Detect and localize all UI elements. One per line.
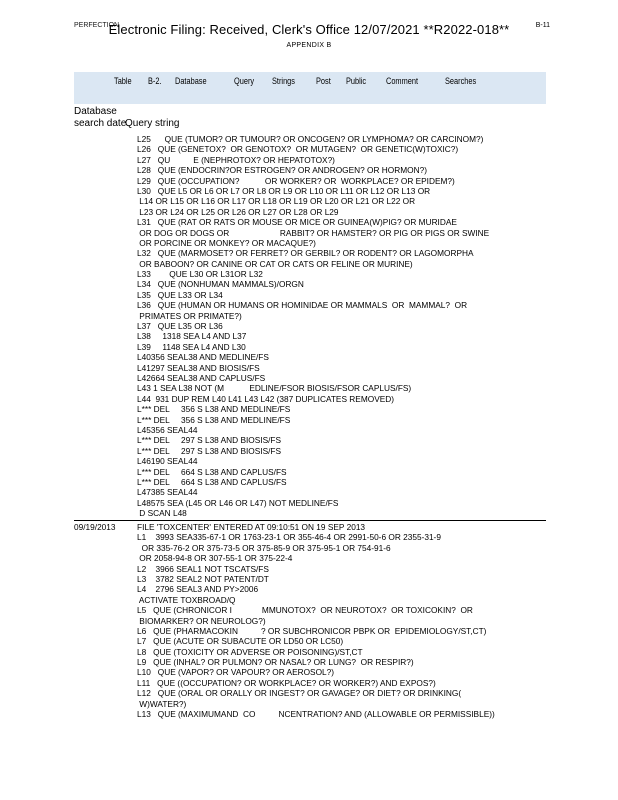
query-line: L23 OR L24 OR L25 OR L26 OR L27 OR L28 OR L29 [137, 206, 339, 217]
query-line: L12 QUE (ORAL OR ORALLY OR INGEST? OR GAVAGE? OR DIET? OR DRINKING( [137, 688, 462, 699]
table-header [74, 106, 180, 130]
search-date: 09/19/2013 [74, 522, 116, 532]
column-header-date: Database search date [74, 106, 127, 129]
query-line: L*** DEL 297 S L38 AND BIOSIS/FS [137, 435, 282, 446]
query-line: L45356 SEAL44 [137, 424, 198, 435]
query-line: L31 QUE (RAT OR RATS OR MOUSE OR MICE OR GUINEA(W)PIG? OR MURIDAE [137, 217, 457, 228]
query-line: OR 335-76-2 OR 375-73-5 OR 375-85-9 OR 375-95-1 OR 754-91-6 [137, 542, 391, 553]
query-line: L7 QUE (ACUTE OR SUBACUTE OR LD50 OR LC50) [137, 636, 344, 647]
query-line: D SCAN L48 [137, 508, 187, 519]
query-line: L39 1148 SEA L4 AND L30 [137, 341, 246, 352]
query-block-2 [137, 522, 495, 719]
query-line: L9 QUE (INHAL? OR PULMON? OR NASAL? OR LUNG? OR RESPIR?) [137, 657, 414, 668]
query-line: OR BABOON? OR CANINE OR CAT OR CATS OR FELINE OR MURINE) [137, 258, 413, 269]
query-line: L1 3993 SEA335-67-1 OR 1763-23-1 OR 355-46-4 OR 2991-50-6 OR 2355-31-9 [137, 532, 441, 543]
toolbar-item-query: Query [234, 76, 255, 86]
query-line: L8 QUE (TOXICITY OR ADVERSE OR POISONING)/ST,CT [137, 646, 363, 657]
toolbar-item-comment: Comment [386, 76, 418, 86]
toolbar-item-b2: B-2. [148, 76, 162, 86]
query-line: L35 QUE L33 OR L34 [137, 289, 223, 300]
query-line: L46190 SEAL44 [137, 456, 198, 467]
toolbar-item-public: Public [346, 76, 367, 86]
query-line: OR DOG OR DOGS OR RABBIT? OR HAMSTER? OR PIG OR PIGS OR SWINE [137, 227, 490, 238]
query-line: L32 QUE (MARMOSET? OR FERRET? OR GERBIL? OR RODENT? OR LAGOMORPHA [137, 248, 474, 259]
query-line: L44 931 DUP REM L40 L41 L43 L42 (387 DUPLICATES REMOVED) [137, 393, 395, 404]
column-header-query: Query string [125, 118, 180, 129]
query-block-1 [137, 134, 489, 518]
query-line: L34 QUE (NONHUMAN MAMMALS)/ORGN [137, 279, 304, 290]
query-line: L30 QUE L5 OR L6 OR L7 OR L8 OR L9 OR L10 OR L11 OR L12 OR L13 OR [137, 185, 431, 196]
query-line: L*** DEL 664 S L38 AND CAPLUS/FS [137, 476, 287, 487]
query-line: OR 2058-94-8 OR 307-55-1 OR 375-22-4 [137, 553, 293, 564]
query-line: L*** DEL 356 S L38 AND MEDLINE/FS [137, 404, 291, 415]
query-line: L43 1 SEA L38 NOT (M EDLINE/FSOR BIOSIS/FSOR CAPLUS/FS) [137, 383, 412, 394]
query-line: L*** DEL 297 S L38 AND BIOSIS/FS [137, 445, 282, 456]
query-line: L25 QUE (TUMOR? OR TUMOUR? OR ONCOGEN? OR LYMPHOMA? OR CARCINOM?) [137, 134, 484, 144]
query-line: L13 QUE (MAXIMUMAND CO NCENTRATION? AND (ALLOWABLE OR PERMISSIBLE)) [137, 709, 495, 720]
toolbar-item-table: Table [114, 76, 132, 86]
query-line: OR PORCINE OR MONKEY? OR MACAQUE?) [137, 237, 316, 248]
query-line: L42664 SEAL38 AND CAPLUS/FS [137, 372, 266, 383]
query-line: L28 QUE (ENDOCRIN?OR ESTROGEN? OR ANDROGEN? OR HORMON?) [137, 165, 427, 176]
query-line: L26 QUE (GENETOX? OR GENOTOX? OR MUTAGEN? OR GENETIC(W)TOXIC?) [137, 144, 459, 155]
toolbar-item-post: Post [316, 76, 331, 86]
section-divider [74, 520, 546, 521]
toolbar-item-searches: Searches [445, 76, 477, 86]
overlay-small-text: PERFECTION [74, 22, 120, 29]
query-line: L48575 SEA (L45 OR L46 OR L47) NOT MEDLINE/FS [137, 497, 339, 508]
query-line: L5 QUE (CHRONICOR I MMUNOTOX? OR NEUROTOX? OR TOXICOKIN? OR [137, 605, 473, 616]
query-line: L38 1318 SEA L4 AND L37 [137, 331, 247, 342]
query-line: ACTIVATE TOXBROAD/Q [137, 594, 236, 605]
query-line: L37 QUE L35 OR L36 [137, 321, 223, 332]
page-number: B-11 [535, 22, 550, 29]
query-line: L3 3782 SEAL2 NOT PATENT/DT [137, 573, 269, 584]
query-line: L*** DEL 664 S L38 AND CAPLUS/FS [137, 466, 287, 477]
query-line: L36 QUE (HUMAN OR HUMANS OR HOMINIDAE OR MAMMALS OR MAMMAL? OR [137, 300, 468, 311]
query-line: PRIMATES OR PRIMATE?) [137, 310, 242, 321]
query-line: FILE 'TOXCENTER' ENTERED AT 09:10:51 ON 19 SEP 2013 [137, 522, 366, 532]
query-line: L10 QUE (VAPOR? OR VAPOUR? OR AEROSOL?) [137, 667, 335, 678]
column-toolbar [74, 72, 546, 104]
query-line: L29 QUE (OCCUPATION? OR WORKER? OR WORKPLACE? OR EPIDEM?) [137, 175, 455, 186]
query-line: L27 QU E (NEPHROTOX? OR HEPATOTOX?) [137, 154, 335, 165]
query-line: L47385 SEAL44 [137, 487, 198, 498]
query-line: L6 QUE (PHARMACOKIN ? OR SUBCHRONICOR PBPK OR EPIDEMIOLOGY/ST,CT) [137, 625, 487, 636]
query-line: BIOMARKER? OR NEUROLOG?) [137, 615, 266, 626]
query-line: L41297 SEAL38 AND BIOSIS/FS [137, 362, 260, 373]
query-line: L40356 SEAL38 AND MEDLINE/FS [137, 352, 269, 363]
toolbar-item-database: Database [175, 76, 207, 86]
query-line: L11 QUE ((OCCUPATION? OR WORKPLACE? OR WORKER?) AND EXPOS?) [137, 677, 436, 688]
filing-stamp-title: Electronic Filing: Received, Clerk's Office 12/07/2021 **R2022-018** [108, 22, 510, 37]
query-line: L2 3966 SEAL1 NOT TSCATS/FS [137, 563, 269, 574]
toolbar-item-strings: Strings [272, 76, 295, 86]
appendix-label: APPENDIX B [286, 42, 332, 49]
query-line: W)WATER?) [137, 698, 187, 709]
query-line: L4 2796 SEAL3 AND PY>2006 [137, 584, 259, 595]
query-line: L*** DEL 356 S L38 AND MEDLINE/FS [137, 414, 291, 425]
query-line: L33 QUE L30 OR L31OR L32 [137, 269, 263, 280]
query-line: L14 OR L15 OR L16 OR L17 OR L18 OR L19 OR L20 OR L21 OR L22 OR [137, 196, 416, 207]
